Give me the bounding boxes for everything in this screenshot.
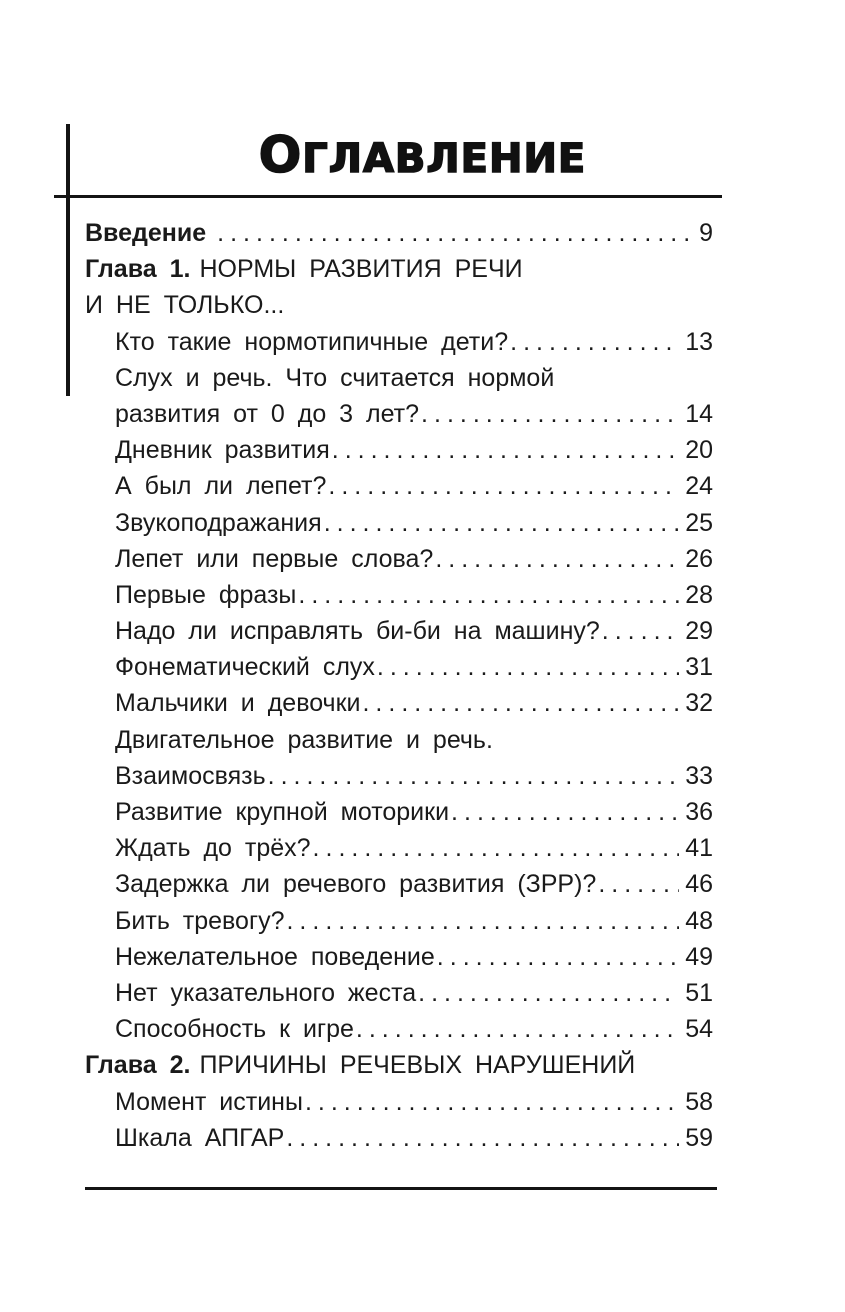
entry-page-number: 33 — [685, 761, 713, 790]
toc-entry — [85, 215, 713, 251]
entry-text: Ждать до трёх? — [115, 834, 311, 863]
entry-text: Фонематический слух — [115, 653, 375, 682]
entry-page-number: 13 — [685, 327, 713, 356]
entry-page-number: 14 — [685, 399, 713, 428]
entry-text: Развитие крупной моторики — [115, 798, 450, 826]
toc-entry — [85, 432, 713, 468]
entry-leader-dots — [437, 939, 679, 975]
entry-text: Звукоподражания — [115, 508, 322, 537]
entry-leader-dots — [286, 903, 679, 939]
entry-leader-dots — [421, 396, 679, 432]
title-divider — [54, 195, 722, 198]
entry-text: Взаимосвязь — [115, 761, 266, 790]
entry-chapter-label: Глава 2. — [85, 1051, 191, 1080]
toc-entry — [85, 939, 713, 975]
entry-text: Слух и речь. Что считается нормой — [115, 363, 555, 392]
toc-entry — [85, 613, 713, 649]
entry-text: Бить тревогу? — [115, 906, 285, 935]
toc-entry — [85, 360, 713, 396]
entry-leader-dots — [268, 758, 680, 794]
toc-entry — [85, 577, 713, 613]
page-title: ОГЛАВЛЕНИЕ — [258, 126, 587, 184]
entry-page-number: 26 — [685, 544, 713, 573]
entry-text: Нет указательного жеста — [115, 978, 417, 1007]
entry-text: Нежелательное поведение — [115, 942, 435, 971]
entry-leader-dots — [313, 830, 680, 866]
entry-text: ПРИЧИНЫ РЕЧЕВЫХ НАРУШЕНИЙ — [199, 1051, 636, 1080]
entry-leader-dots — [286, 1120, 679, 1156]
entry-page-number: 36 — [685, 798, 713, 826]
toc-entry — [85, 1047, 713, 1083]
entry-text: Лепет или первые слова? — [115, 544, 434, 573]
entry-leader-dots — [377, 649, 679, 685]
toc-entry — [85, 1120, 713, 1156]
entry-text: Шкала АПГАР — [115, 1123, 285, 1152]
toc-entry — [85, 468, 713, 504]
toc-entry — [85, 830, 713, 866]
entry-leader-dots — [332, 432, 679, 468]
entry-leader-dots — [451, 794, 679, 830]
toc-entry — [85, 396, 713, 432]
toc-entry — [85, 722, 713, 758]
entry-leader-dots — [217, 215, 693, 251]
entry-text: развития от 0 до 3 лет? — [115, 399, 420, 428]
toc-entry — [85, 1084, 713, 1120]
entry-text: Дневник развития — [115, 436, 330, 465]
toc-entry — [85, 251, 713, 287]
toc-entry — [85, 685, 713, 721]
toc-entry — [85, 287, 713, 323]
entry-leader-dots — [356, 1011, 679, 1047]
toc-entry — [85, 649, 713, 685]
entry-leader-dots — [324, 505, 680, 541]
entry-page-number: 54 — [685, 1015, 713, 1044]
entry-page-number: 46 — [685, 870, 713, 899]
entry-page-number: 28 — [685, 580, 713, 609]
entry-leader-dots — [328, 468, 679, 504]
entry-text: Надо ли исправлять би-би на машину? — [115, 617, 600, 646]
footer-divider — [85, 1187, 717, 1190]
entry-page-number: 20 — [685, 436, 713, 465]
entry-leader-dots — [510, 324, 679, 360]
entry-text: Двигательное развитие и речь. — [115, 725, 493, 754]
entry-page-number: 51 — [685, 978, 713, 1007]
entry-leader-dots — [298, 577, 679, 613]
toc-entry — [85, 975, 713, 1011]
entry-text: Кто такие нормотипичные дети? — [115, 327, 509, 356]
entry-text: Задержка ли речевого развития (ЗРР)? — [115, 870, 597, 899]
toc-entry — [85, 758, 713, 794]
entry-chapter-label: Глава 1. — [85, 255, 191, 284]
entry-text: Мальчики и девочки — [115, 689, 361, 718]
entry-text: Момент истины — [115, 1087, 303, 1116]
entry-page-number: 25 — [685, 508, 713, 537]
entry-leader-dots — [305, 1084, 679, 1120]
entry-text: А был ли лепет? — [115, 472, 327, 501]
entry-page-number: 49 — [685, 942, 713, 971]
entry-page-number: 32 — [685, 689, 713, 718]
toc-entry — [85, 903, 713, 939]
entry-page-number: 58 — [685, 1087, 713, 1116]
entry-leader-dots — [362, 685, 679, 721]
entry-text: И НЕ ТОЛЬКО... — [85, 291, 285, 320]
entry-page-number: 29 — [685, 617, 713, 646]
entry-page-number: 41 — [685, 834, 713, 863]
entry-page-number: 31 — [685, 653, 713, 682]
entry-text: НОРМЫ РАЗВИТИЯ РЕЧИ — [199, 255, 523, 284]
entry-page-number: 9 — [699, 219, 713, 247]
entry-chapter-label: Введение — [85, 219, 207, 247]
entry-page-number: 59 — [685, 1123, 713, 1152]
toc-entry — [85, 541, 713, 577]
entry-leader-dots — [602, 613, 679, 649]
toc-entry — [85, 1011, 713, 1047]
entry-leader-dots — [418, 975, 679, 1011]
toc-entry — [85, 866, 713, 902]
toc-entry — [85, 505, 713, 541]
toc-entry — [85, 324, 713, 360]
entry-text: Способность к игре — [115, 1015, 354, 1044]
toc-list — [85, 215, 713, 1156]
entry-page-number: 48 — [685, 906, 713, 935]
entry-page-number: 24 — [685, 472, 713, 501]
entry-leader-dots — [598, 866, 679, 902]
entry-leader-dots — [435, 541, 679, 577]
entry-text: Первые фразы — [115, 580, 297, 609]
toc-entry — [85, 794, 713, 830]
